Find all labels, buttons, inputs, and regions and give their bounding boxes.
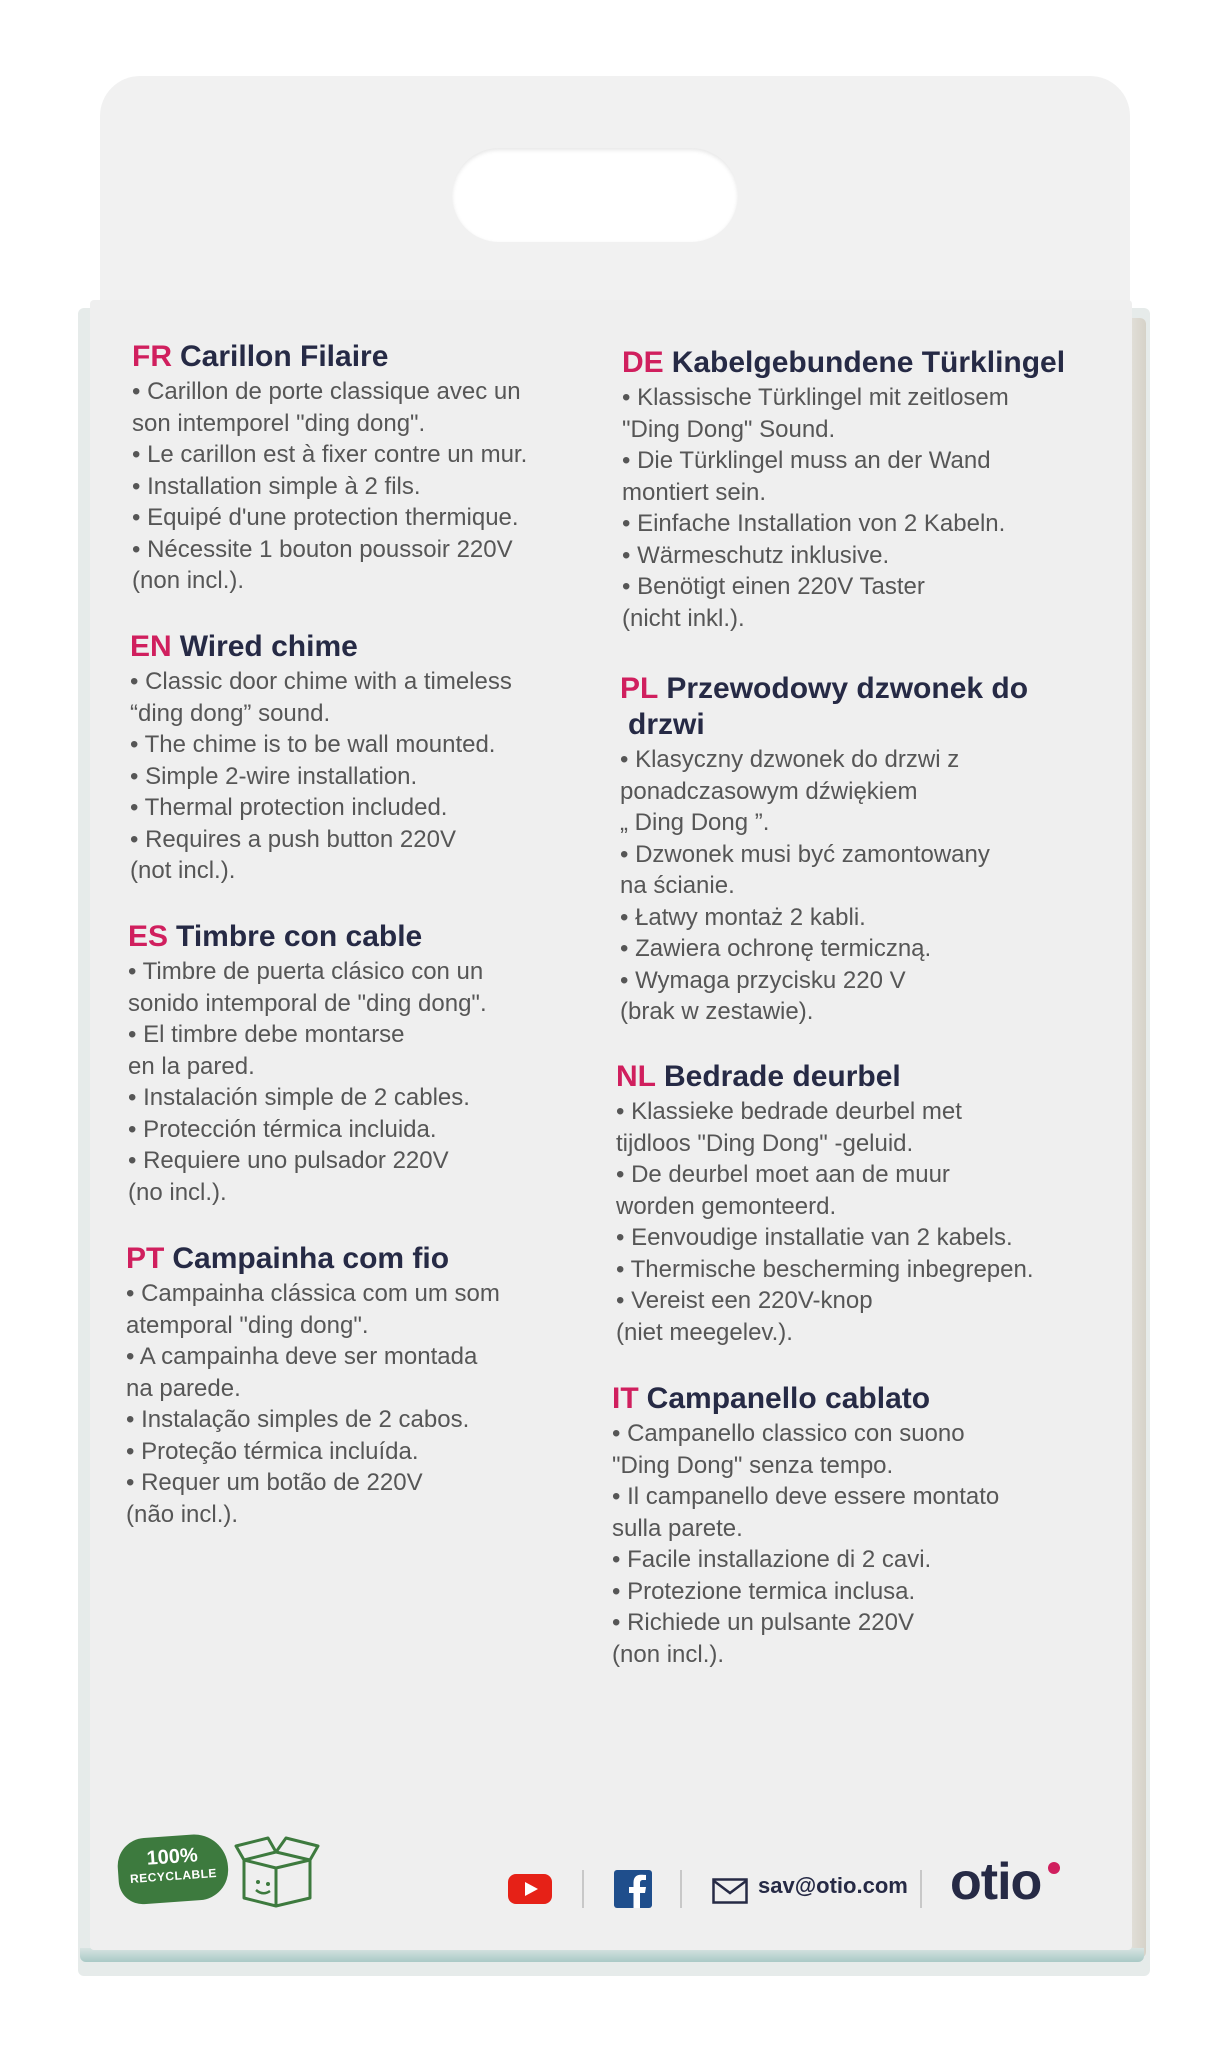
feature-list: [126, 1278, 596, 1530]
section-pl: [620, 672, 1090, 1028]
recyclable-badge: [116, 1832, 230, 1906]
lang-code: NL: [616, 1060, 656, 1093]
list-item: ponadczasowym dźwiękiem: [620, 777, 918, 805]
feature-list: [622, 382, 1092, 634]
feature-list: [620, 744, 1090, 1028]
section-heading: [616, 1060, 1086, 1094]
list-item: • Carillon de porte classique avec un: [132, 378, 521, 405]
lang-code: PT: [126, 1242, 165, 1275]
list-item: • Vereist een 220V-knop: [616, 1287, 873, 1314]
list-item: • Proteção térmica incluída.: [126, 1437, 419, 1465]
recycle-percent: 100%: [145, 1844, 199, 1870]
section-en: [130, 630, 600, 887]
feature-list: [130, 666, 600, 887]
feature-list: [612, 1418, 1082, 1670]
section-heading: [612, 1382, 1082, 1416]
list-item: atemporal "ding dong".: [126, 1311, 369, 1339]
support-email[interactable]: sav@otio.com: [758, 1873, 908, 1898]
list-item: • Dzwonek musi być zamontowany: [620, 840, 990, 868]
facebook-icon[interactable]: [614, 1870, 652, 1908]
section-title: Campanello cablato: [646, 1382, 931, 1415]
list-item: • Klasyczny dzwonek do drzwi z: [620, 746, 960, 773]
list-item: • Il campanello deve essere montato: [612, 1483, 1000, 1510]
section-title: Wired chime: [179, 630, 358, 663]
list-item: • Classic door chime with a timeless: [130, 668, 512, 695]
brand-logo: otio: [950, 1853, 1042, 1911]
list-item: (não incl.).: [126, 1500, 239, 1528]
list-item: • Richiede un pulsante 220V: [612, 1609, 914, 1636]
list-item: • Facile installazione di 2 cavi.: [612, 1546, 932, 1573]
feature-list: [616, 1096, 1086, 1348]
list-item: • Le carillon est à fixer contre un mur.: [132, 441, 528, 468]
section-de: [622, 346, 1092, 634]
section-title: Timbre con cable: [176, 920, 423, 953]
card-bottom-edge: [80, 1948, 1144, 1962]
list-item: • De deurbel moet aan de muur: [616, 1161, 950, 1188]
section-es: [128, 920, 598, 1208]
brand-logo-dot: [1048, 1862, 1060, 1874]
section-title-line2: drzwi: [628, 708, 705, 741]
recycle-label: RECYCLABLE: [129, 1865, 218, 1887]
list-item: (no incl.).: [128, 1178, 227, 1206]
list-item: • Thermische bescherming inbegrepen.: [616, 1255, 1034, 1283]
list-item: • Łatwy montaż 2 kabli.: [620, 903, 866, 931]
list-item: • Campainha clássica com um som: [126, 1280, 500, 1307]
footer-divider: [680, 1870, 682, 1908]
list-item: • Zawiera ochronę termiczną.: [620, 935, 932, 962]
section-title-continued: [620, 708, 1090, 742]
section-heading: [622, 346, 1092, 380]
list-item: • Einfache Installation von 2 Kabeln.: [622, 510, 1006, 537]
list-item: • Instalación simple de 2 cables.: [128, 1084, 470, 1111]
list-item: sulla parete.: [612, 1514, 743, 1542]
list-item: • Requires a push button 220V: [130, 825, 456, 853]
list-item: “ding dong” sound.: [130, 699, 331, 727]
list-item: • Eenvoudige installatie van 2 kabels.: [616, 1224, 1013, 1251]
list-item: • Klassische Türklingel mit zeitlosem: [622, 384, 1009, 411]
list-item: en la pared.: [128, 1052, 255, 1080]
product-info: [90, 300, 1132, 1950]
list-item: (non incl.).: [612, 1640, 725, 1668]
list-item: „ Ding Dong ”.: [620, 809, 770, 836]
lang-code: PL: [620, 672, 659, 705]
list-item: • Simple 2-wire installation.: [130, 762, 418, 790]
list-item: son intemporel "ding dong".: [132, 409, 426, 437]
lang-code: DE: [622, 346, 664, 379]
hang-hole: [452, 148, 738, 242]
list-item: • Wärmeschutz inklusive.: [622, 541, 890, 569]
section-heading: [126, 1242, 596, 1276]
section-nl: [616, 1060, 1086, 1348]
lang-code: FR: [132, 340, 172, 373]
lang-code: ES: [128, 920, 169, 953]
list-item: • Requer um botão de 220V: [126, 1469, 423, 1496]
feature-list: [128, 956, 598, 1208]
list-item: • Timbre de puerta clásico con un: [128, 958, 484, 985]
list-item: "Ding Dong" senza tempo.: [612, 1451, 894, 1479]
list-item: (non incl.).: [132, 567, 245, 594]
list-item: na ścianie.: [620, 872, 735, 899]
section-fr: [132, 340, 602, 597]
list-item: (niet meegelev.).: [616, 1318, 793, 1346]
mail-icon: [712, 1878, 748, 1904]
list-item: • Klassieke bedrade deurbel met: [616, 1098, 962, 1125]
list-item: (nicht inkl.).: [622, 604, 745, 632]
list-item: • A campainha deve ser montada: [126, 1343, 478, 1370]
section-pt: [126, 1242, 596, 1530]
list-item: • El timbre debe montarse: [128, 1021, 405, 1048]
section-title: Carillon Filaire: [180, 340, 389, 373]
section-heading: [620, 672, 1090, 706]
footer-divider: [920, 1870, 922, 1908]
recycle-box-icon: [234, 1830, 320, 1908]
list-item: • Campanello classico con suono: [612, 1420, 965, 1447]
list-item: na parede.: [126, 1374, 241, 1402]
lang-code: EN: [130, 630, 172, 663]
list-item: tijdloos "Ding Dong" -geluid.: [616, 1129, 914, 1157]
list-item: • Benötigt einen 220V Taster: [622, 573, 925, 600]
section-heading: [128, 920, 598, 954]
section-heading: [132, 340, 602, 374]
list-item: montiert sein.: [622, 478, 767, 506]
section-title: Przewodowy dzwonek do: [666, 672, 1029, 705]
list-item: • Installation simple à 2 fils.: [132, 472, 421, 500]
list-item: • Thermal protection included.: [130, 794, 448, 821]
lang-code: IT: [612, 1382, 639, 1415]
list-item: • Equipé d'une protection thermique.: [132, 504, 519, 531]
section-heading: [130, 630, 600, 664]
list-item: sonido intemporal de "ding dong".: [128, 989, 487, 1017]
list-item: • Die Türklingel muss an der Wand: [622, 447, 991, 474]
list-item: "Ding Dong" Sound.: [622, 415, 836, 443]
section-it: [612, 1382, 1082, 1670]
list-item: • Wymaga przycisku 220 V: [620, 966, 906, 994]
footer-divider: [582, 1870, 584, 1908]
list-item: • The chime is to be wall mounted.: [130, 731, 496, 758]
section-title: Campainha com fio: [172, 1242, 450, 1275]
feature-list: [132, 376, 602, 597]
section-title: Bedrade deurbel: [664, 1060, 901, 1093]
section-title: Kabelgebundene Türklingel: [671, 346, 1066, 379]
list-item: • Instalação simples de 2 cabos.: [126, 1406, 470, 1433]
list-item: • Protección térmica incluida.: [128, 1115, 437, 1143]
youtube-icon[interactable]: [508, 1874, 552, 1904]
list-item: • Requiere uno pulsador 220V: [128, 1147, 449, 1174]
list-item: • Nécessite 1 bouton poussoir 220V: [132, 535, 513, 563]
list-item: (brak w zestawie).: [620, 998, 814, 1025]
list-item: • Protezione termica inclusa.: [612, 1577, 916, 1605]
list-item: worden gemonteerd.: [616, 1192, 837, 1220]
list-item: (not incl.).: [130, 857, 236, 884]
